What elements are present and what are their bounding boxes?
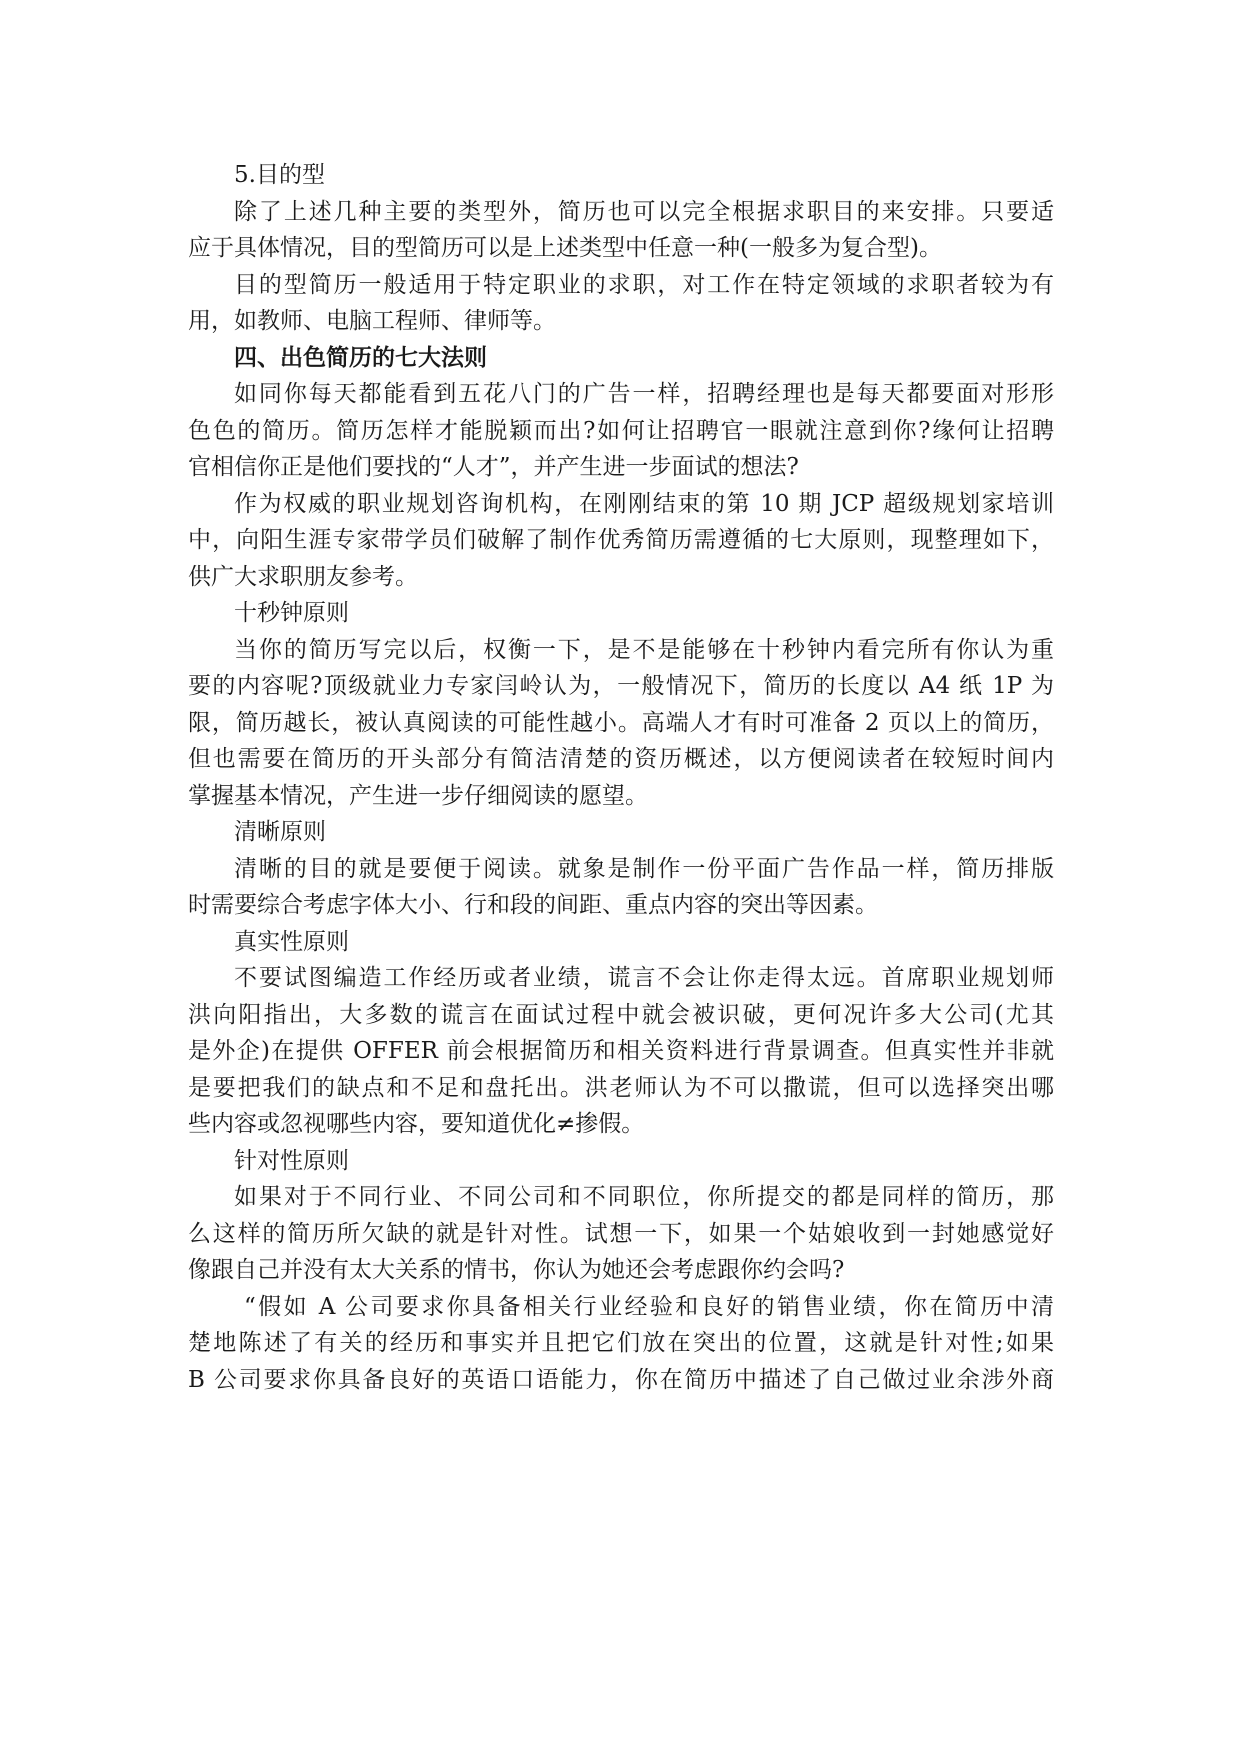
text-line: 楚地陈述了有关的经历和事实并且把它们放在突出的位置，这就是针对性;如果 <box>188 1330 1054 1356</box>
text-line: 供广大求职朋友参考。 <box>188 563 418 590</box>
text-line: 针对性原则 <box>234 1147 349 1174</box>
text-line: 要的内容呢?顶级就业力专家闫岭认为，一般情况下，简历的长度以 A4 纸 1P 为 <box>188 673 1054 699</box>
text-line: 洪向阳指出，大多数的谎言在面试过程中就会被识破，更何况许多大公司(尤其 <box>188 1001 1054 1028</box>
text-line: 么这样的简历所欠缺的就是针对性。试想一下，如果一个姑娘收到一封她感觉好 <box>188 1220 1054 1247</box>
text-line: 5.目的型 <box>234 162 325 188</box>
text-line: 清晰的目的就是要便于阅读。就象是制作一份平面广告作品一样，简历排版 <box>234 855 1054 882</box>
text-line: 色色的简历。简历怎样才能脱颖而出?如何让招聘官一眼就注意到你?缘何让招聘 <box>188 417 1054 444</box>
text-line: 像跟自己并没有太大关系的情书，你认为她还会考虑跟你约会吗? <box>188 1257 845 1283</box>
text-line: 中，向阳生涯专家带学员们破解了制作优秀简历需遵循的七大原则，现整理如下， <box>188 527 1054 553</box>
text-line: 应于具体情况，目的型简历可以是上述类型中任意一种(一般多为复合型)。 <box>188 235 942 261</box>
section-heading: 四、出色简历的七大法则 <box>234 343 487 371</box>
text-line: 如同你每天都能看到五花八门的广告一样，招聘经理也是每天都要面对形形 <box>234 381 1054 407</box>
text-line: 时需要综合考虑字体大小、行和段的间距、重点内容的突出等因素。 <box>188 892 878 918</box>
text-line: 官相信你正是他们要找的“人才”，并产生进一步面试的想法? <box>188 454 799 480</box>
text-line: 但也需要在简历的开头部分有简洁清楚的资历概述，以方便阅读者在较短时间内 <box>188 746 1054 772</box>
text-line: 真实性原则 <box>234 928 349 955</box>
text-line: B 公司要求你具备良好的英语口语能力，你在简历中描述了自己做过业余涉外商 <box>188 1366 1054 1393</box>
text-line: “假如 A 公司要求你具备相关行业经验和良好的销售业绩，你在简历中清 <box>244 1293 1054 1320</box>
text-line: 不要试图编造工作经历或者业绩，谎言不会让你走得太远。首席职业规划师 <box>234 965 1054 991</box>
document-body <box>188 157 1054 1398</box>
text-line: 是外企)在提供 OFFER 前会根据简历和相关资料进行背景调查。但真实性并非就 <box>188 1038 1054 1064</box>
text-line: 除了上述几种主要的类型外，简历也可以完全根据求职目的来安排。只要适 <box>234 198 1054 225</box>
text-line: 作为权威的职业规划咨询机构，在刚刚结束的第 10 期 JCP 超级规划家培训 <box>234 490 1054 517</box>
text-line: 如果对于不同行业、不同公司和不同职位，你所提交的都是同样的简历，那 <box>234 1184 1054 1210</box>
text-line: 掌握基本情况，产生进一步仔细阅读的愿望。 <box>188 782 648 809</box>
text-line: 十秒钟原则 <box>234 600 349 626</box>
text-line: 用，如教师、电脑工程师、律师等。 <box>188 308 556 334</box>
text-line: 些内容或忽视哪些内容，要知道优化≠掺假。 <box>188 1111 645 1137</box>
text-line: 清晰原则 <box>234 819 326 845</box>
text-line: 是要把我们的缺点和不足和盘托出。洪老师认为不可以撒谎，但可以选择突出哪 <box>188 1074 1054 1101</box>
text-line: 目的型简历一般适用于特定职业的求职，对工作在特定领域的求职者较为有 <box>234 271 1054 298</box>
text-line: 当你的简历写完以后，权衡一下，是不是能够在十秒钟内看完所有你认为重 <box>234 636 1054 663</box>
text-line: 限，简历越长，被认真阅读的可能性越小。高端人才有时可准备 2 页以上的简历， <box>188 709 1054 736</box>
